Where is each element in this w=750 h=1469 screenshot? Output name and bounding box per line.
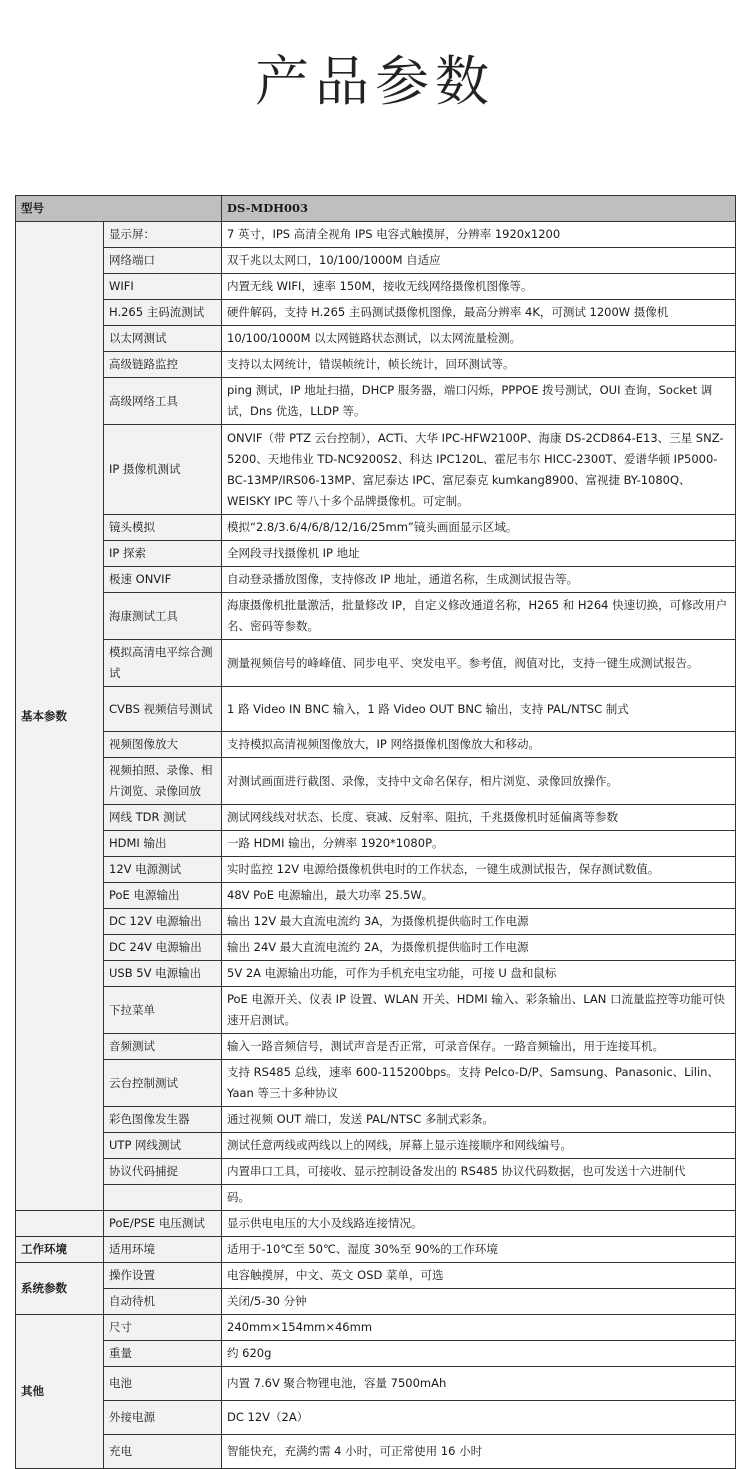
spec-table: [15, 195, 736, 1469]
param-name: 高级链路监控: [104, 352, 222, 378]
param-name: 网线 TDR 测试: [104, 805, 222, 831]
param-value: 1 路 Video IN BNC 输入，1 路 Video OUT BNC 输出，支持 PAL/NTSC 制式: [222, 687, 736, 732]
table-row: [16, 1159, 736, 1185]
param-name: 协议代码捕捉: [104, 1159, 222, 1185]
param-value: 测试任意两线或两线以上的网线，屏幕上显示连接顺序和网线编号。: [222, 1133, 736, 1159]
table-row: [16, 732, 736, 758]
param-name: WIFI: [104, 274, 222, 300]
param-name: DC 24V 电源输出: [104, 935, 222, 961]
table-row: [16, 567, 736, 593]
param-value: 通过视频 OUT 端口，发送 PAL/NTSC 多制式彩条。: [222, 1107, 736, 1133]
param-name: 网络端口: [104, 248, 222, 274]
param-value: 关闭/5-30 分钟: [222, 1289, 736, 1315]
param-value: 输出 24V 最大直流电流约 2A，为摄像机提供临时工作电源: [222, 935, 736, 961]
param-value: 硬件解码，支持 H.265 主码测试摄像机图像，最高分辨率 4K，可测试 1200W 摄像机: [222, 300, 736, 326]
param-value: ping 测试，IP 地址扫描，DHCP 服务器，端口闪烁，PPPOE 拨号测试，OUI 查询，Socket 调试，Dns 优选，LLDP 等。: [222, 378, 736, 425]
param-name: 模拟高清电平综合测试: [104, 640, 222, 687]
param-name: UTP 网线测试: [104, 1133, 222, 1159]
param-name: HDMI 输出: [104, 831, 222, 857]
table-row: [16, 687, 736, 732]
param-name: [104, 1185, 222, 1211]
table-row: [16, 248, 736, 274]
param-name: 视频拍照、录像、相片浏览、录像回放: [104, 758, 222, 805]
param-value: 输入一路音频信号，测试声音是否正常，可录音保存。一路音频输出，用于连接耳机。: [222, 1034, 736, 1060]
table-row: [16, 1315, 736, 1341]
header-model-label: 型号: [16, 196, 222, 222]
table-row: [16, 1289, 736, 1315]
param-value: 测试网线线对状态、长度、衰减、反射率、阻抗，千兆摄像机时延偏离等参数: [222, 805, 736, 831]
param-name: 自动待机: [104, 1289, 222, 1315]
param-name: 尺寸: [104, 1315, 222, 1341]
param-name: 充电: [104, 1435, 222, 1469]
param-value: 全网段寻找摄像机 IP 地址: [222, 541, 736, 567]
table-row: [16, 274, 736, 300]
param-value: 显示供电电压的大小及线路连接情况。: [222, 1211, 736, 1237]
header-model-value: DS-MDH003: [222, 196, 736, 222]
param-value: 模拟“2.8/3.6/4/6/8/12/16/25mm”镜头画面显示区域。: [222, 515, 736, 541]
table-row: [16, 1263, 736, 1289]
table-row: [16, 593, 736, 640]
param-value: 电容触摸屏，中文、英文 OSD 菜单，可选: [222, 1263, 736, 1289]
param-value: 5V 2A 电源输出功能，可作为手机充电宝功能，可接 U 盘和鼠标: [222, 961, 736, 987]
table-row: [16, 300, 736, 326]
param-value: 内置 7.6V 聚合物锂电池，容量 7500mAh: [222, 1367, 736, 1401]
param-name: 操作设置: [104, 1263, 222, 1289]
param-value: PoE 电源开关、仪表 IP 设置、WLAN 开关、HDMI 输入、彩条输出、LAN 口流量监控等功能可快速开启测试。: [222, 987, 736, 1034]
param-name: PoE/PSE 电压测试: [104, 1211, 222, 1237]
param-name: 彩色图像发生器: [104, 1107, 222, 1133]
param-name: DC 12V 电源输出: [104, 909, 222, 935]
param-name: 高级网络工具: [104, 378, 222, 425]
table-row: [16, 1341, 736, 1367]
section-env: 工作环境: [16, 1237, 104, 1263]
param-name: PoE 电源输出: [104, 883, 222, 909]
param-name: 适用环境: [104, 1237, 222, 1263]
table-row: [16, 1107, 736, 1133]
table-row: [16, 857, 736, 883]
param-value: DC 12V（2A）: [222, 1401, 736, 1435]
param-value: 48V PoE 电源输出，最大功率 25.5W。: [222, 883, 736, 909]
table-row: [16, 909, 736, 935]
param-value: 240mm×154mm×46mm: [222, 1315, 736, 1341]
param-value: 测量视频信号的峰峰值、同步电平、突发电平。参考值，阀值对比，支持一键生成测试报告。: [222, 640, 736, 687]
table-row: [16, 883, 736, 909]
param-name: 极速 ONVIF: [104, 567, 222, 593]
table-row: [16, 1237, 736, 1263]
param-name: 显示屏：: [104, 222, 222, 248]
param-name: 镜头模拟: [104, 515, 222, 541]
param-value: 支持以太网统计，错误帧统计，帧长统计，回环测试等。: [222, 352, 736, 378]
param-value: 实时监控 12V 电源给摄像机供电时的工作状态，一键生成测试报告，保存测试数值。: [222, 857, 736, 883]
table-row: [16, 1034, 736, 1060]
table-row: [16, 425, 736, 515]
param-value: ONVIF（带 PTZ 云台控制），ACTi、大华 IPC-HFW2100P、海康 DS-2CD864-E13、三星 SNZ-5200、天地伟业 TD-NC9200S2、科达 IPC120L、霍尼韦尔 HICC-2300T、爱谱华顿 IP5000-BC-13MP/IRS06-13MP、富尼泰达 IPC、富尼泰克 kumkang8900、富视捷 BY-1080Q、WEISKY IPC 等八十多个品牌摄像机。可定制。: [222, 425, 736, 515]
param-name: 视频图像放大: [104, 732, 222, 758]
table-row: [16, 378, 736, 425]
table-row: [16, 1060, 736, 1107]
table-row: [16, 987, 736, 1034]
param-name: 海康测试工具: [104, 593, 222, 640]
param-value: 双千兆以太网口，10/100/1000M 自适应: [222, 248, 736, 274]
table-row: [16, 831, 736, 857]
param-value: 适用于-10℃至 50℃、湿度 30%至 90%的工作环境: [222, 1237, 736, 1263]
table-row: [16, 515, 736, 541]
param-value: 自动登录播放图像，支持修改 IP 地址，通道名称，生成测试报告等。: [222, 567, 736, 593]
table-row: [16, 935, 736, 961]
param-name: IP 探索: [104, 541, 222, 567]
table-row: [16, 1185, 736, 1211]
param-name: USB 5V 电源输出: [104, 961, 222, 987]
section-blank: [16, 1211, 104, 1237]
table-row: [16, 805, 736, 831]
param-value: 海康摄像机批量激活，批量修改 IP，自定义修改通道名称，H265 和 H264 快速切换，可修改用户名、密码等参数。: [222, 593, 736, 640]
param-name: IP 摄像机测试: [104, 425, 222, 515]
table-row: [16, 640, 736, 687]
section-other: 其他: [16, 1315, 104, 1469]
page-title: 产品参数: [255, 50, 495, 113]
param-name: 12V 电源测试: [104, 857, 222, 883]
section-basic: 基本参数: [16, 222, 104, 1211]
param-value: 内置串口工具，可接收、显示控制设备发出的 RS485 协议代码数据，也可发送十六进制代: [222, 1159, 736, 1185]
param-name: 电池: [104, 1367, 222, 1401]
param-value: 约 620g: [222, 1341, 736, 1367]
param-name: 外接电源: [104, 1401, 222, 1435]
table-row: [16, 222, 736, 248]
param-value: 码。: [222, 1185, 736, 1211]
param-value: 对测试画面进行截图、录像，支持中文命名保存，相片浏览、录像回放操作。: [222, 758, 736, 805]
param-name: H.265 主码流测试: [104, 300, 222, 326]
param-name: 下拉菜单: [104, 987, 222, 1034]
param-value: 输出 12V 最大直流电流约 3A，为摄像机提供临时工作电源: [222, 909, 736, 935]
param-value: 支持 RS485 总线，速率 600-115200bps。支持 Pelco-D/P、Samsung、Panasonic、Lilin、Yaan 等三十多种协议: [222, 1060, 736, 1107]
param-value: 一路 HDMI 输出，分辨率 1920*1080P。: [222, 831, 736, 857]
section-sys: 系统参数: [16, 1263, 104, 1315]
table-row: [16, 1133, 736, 1159]
param-name: 音频测试: [104, 1034, 222, 1060]
table-row: [16, 352, 736, 378]
table-row: [16, 541, 736, 567]
table-row: [16, 1211, 736, 1237]
param-value: 10/100/1000M 以太网链路状态测试，以太网流量检测。: [222, 326, 736, 352]
table-row: [16, 758, 736, 805]
table-row: [16, 1435, 736, 1469]
param-name: 以太网测试: [104, 326, 222, 352]
table-row: [16, 961, 736, 987]
param-value: 内置无线 WIFI，速率 150M，接收无线网络摄像机图像等。: [222, 274, 736, 300]
table-header-row: [16, 196, 736, 222]
table-row: [16, 326, 736, 352]
param-name: CVBS 视频信号测试: [104, 687, 222, 732]
table-row: [16, 1367, 736, 1401]
param-value: 7 英寸，IPS 高清全视角 IPS 电容式触摸屏，分辨率 1920x1200: [222, 222, 736, 248]
param-value: 智能快充，充满约需 4 小时，可正常使用 16 小时: [222, 1435, 736, 1469]
param-name: 重量: [104, 1341, 222, 1367]
table-row: [16, 1401, 736, 1435]
param-value: 支持模拟高清视频图像放大，IP 网络摄像机图像放大和移动。: [222, 732, 736, 758]
param-name: 云台控制测试: [104, 1060, 222, 1107]
